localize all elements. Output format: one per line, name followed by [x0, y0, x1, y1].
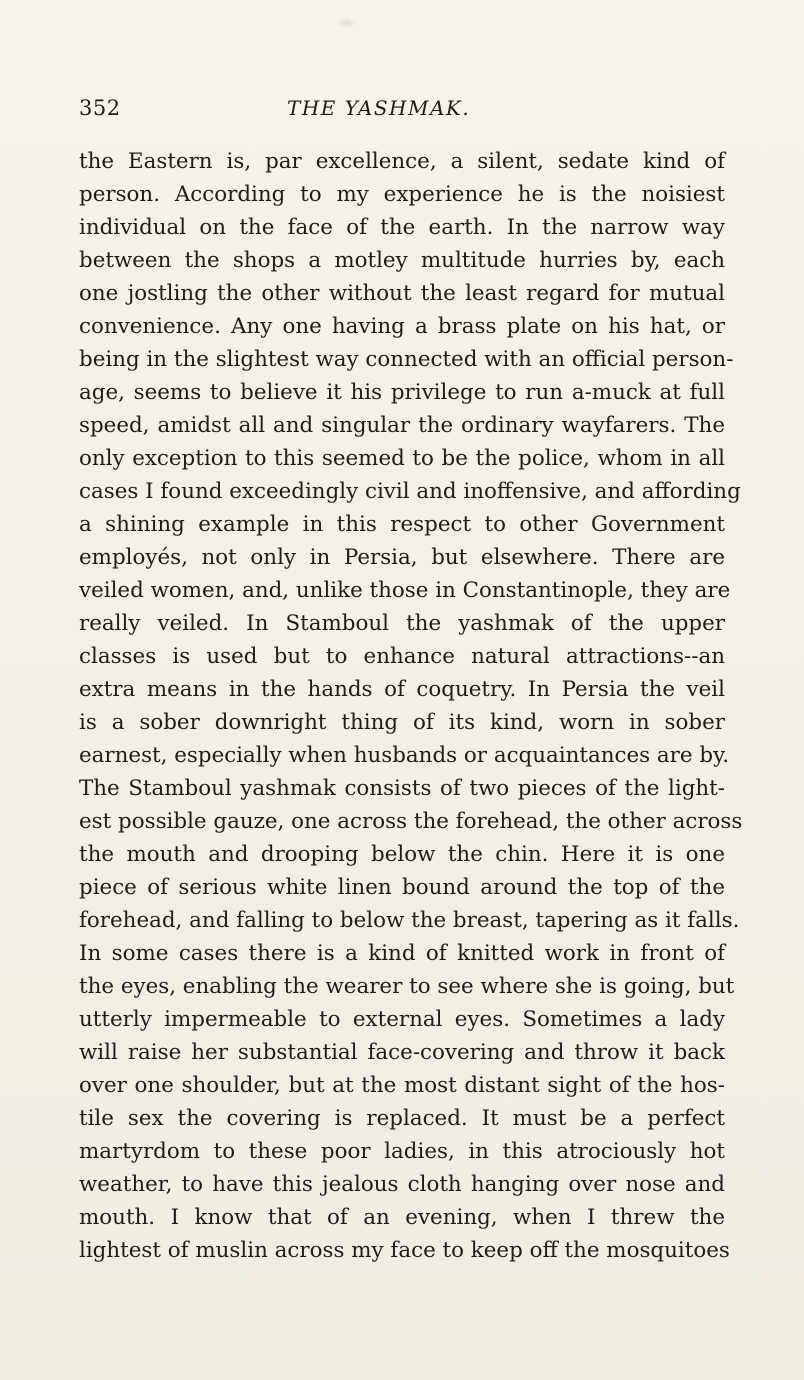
text-line: being in the slightest way connected with an official person- [79, 347, 734, 372]
text-line: extra means in the hands of coquetry. In Persia the veil [79, 677, 725, 702]
text-line: classes is used but to enhance natural attractions--an [79, 644, 725, 669]
text-line: individual on the face of the earth. In the narrow way [79, 215, 725, 240]
text-line: one jostling the other without the least regard for mutual [79, 281, 725, 306]
page-smudge [337, 18, 357, 28]
text-line: piece of serious white linen bound around the top of the [79, 875, 725, 900]
text-line: earnest, especially when husbands or acquaintances are by. [79, 743, 730, 768]
body-text [79, 145, 743, 1267]
text-line: the Eastern is, par excellence, a silent, sedate kind of [79, 149, 725, 174]
page-header [79, 96, 729, 128]
text-line: veiled women, and, unlike those in Constantinople, they are [79, 578, 731, 603]
text-line: mouth. I know that of an evening, when I threw the [79, 1205, 725, 1230]
page-number: 352 [79, 96, 121, 120]
text-line: employés, not only in Persia, but elsewhere. There are [79, 545, 725, 570]
running-title: THE YASHMAK. [287, 96, 471, 120]
text-line: est possible gauze, one across the forehead, the other across [79, 809, 743, 834]
text-line: the eyes, enabling the wearer to see where she is going, but [79, 974, 735, 999]
text-line: between the shops a motley multitude hurries by, each [79, 248, 725, 273]
text-line: tile sex the covering is replaced. It must be a perfect [79, 1106, 725, 1131]
text-line: age, seems to believe it his privilege to run a-muck at full [79, 380, 725, 405]
text-line: In some cases there is a kind of knitted work in front of [79, 941, 725, 966]
text-line: cases I found exceedingly civil and inoffensive, and affording [79, 479, 741, 504]
text-line: person. According to my experience he is the noisiest [79, 182, 725, 207]
text-line: martyrdom to these poor ladies, in this atrociously hot [79, 1139, 725, 1164]
text-line: a shining example in this respect to other Government [79, 512, 725, 537]
text-line: lightest of muslin across my face to keep off the mosquitoes [79, 1238, 730, 1263]
text-line: forehead, and falling to below the breast, tapering as it falls. [79, 908, 740, 933]
text-line: weather, to have this jealous cloth hanging over nose and [79, 1172, 725, 1197]
text-line: over one shoulder, but at the most distant sight of the hos- [79, 1073, 725, 1098]
text-line: the mouth and drooping below the chin. Here it is one [79, 842, 725, 867]
text-line: really veiled. In Stamboul the yashmak of the upper [79, 611, 725, 636]
text-line: speed, amidst all and singular the ordinary wayfarers. The [79, 413, 725, 438]
text-line: only exception to this seemed to be the police, whom in all [79, 446, 725, 471]
text-line: will raise her substantial face-covering and throw it back [79, 1040, 725, 1065]
text-line: convenience. Any one having a brass plate on his hat, or [79, 314, 725, 339]
text-line: utterly impermeable to external eyes. Sometimes a lady [79, 1007, 725, 1032]
text-line: The Stamboul yashmak consists of two pieces of the light- [79, 776, 725, 801]
text-line: is a sober downright thing of its kind, worn in sober [79, 710, 725, 735]
